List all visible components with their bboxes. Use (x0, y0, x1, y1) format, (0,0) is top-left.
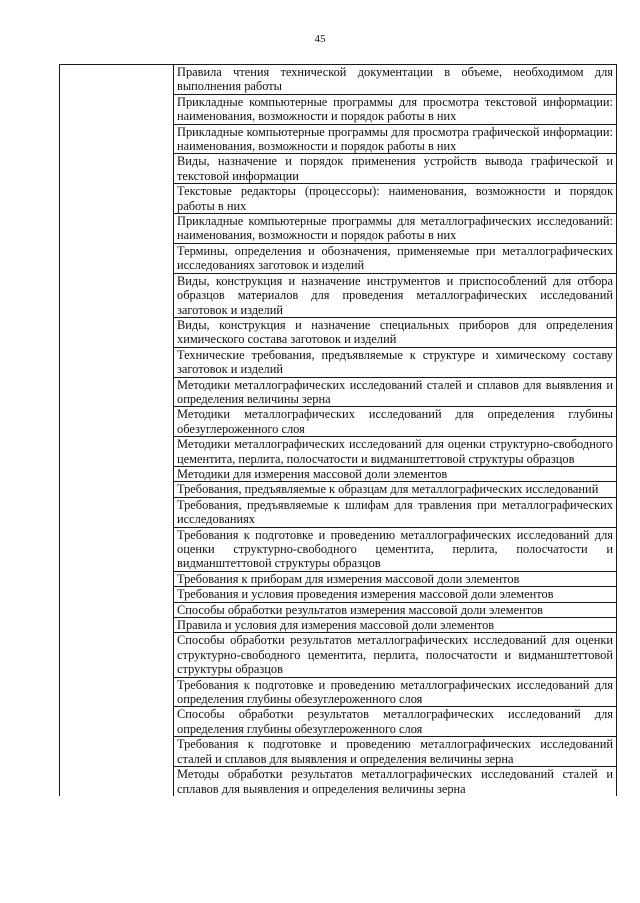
knowledge-item-cell: Прикладные компьютерные программы для металлографических исследований: наименования, возможности и порядок работы в них (174, 214, 617, 244)
knowledge-item-cell: Требования к приборам для измерения массовой доли элементов (174, 571, 617, 586)
empty-left-column-cell (60, 65, 174, 796)
knowledge-item-cell: Прикладные компьютерные программы для просмотра текстовой информации: наименования, возможности и порядок работы в них (174, 94, 617, 124)
knowledge-item-cell: Способы обработки результатов металлографических исследований для оценки структурно-свободного цементита, перлита, полосчатости и видманштеттовой структуры образцов (174, 633, 617, 677)
knowledge-item-cell: Прикладные компьютерные программы для просмотра графической информации: наименования, возможности и порядок работы в них (174, 124, 617, 154)
knowledge-item-cell: Термины, определения и обозначения, применяемые при металлографических исследованиях заготовок и изделий (174, 243, 617, 273)
knowledge-item-cell: Виды, конструкция и назначение инструментов и приспособлений для отбора образцов материалов для проведения металлографических исследований заготовок и изделий (174, 273, 617, 317)
knowledge-item-cell: Требования к подготовке и проведению металлографических исследований для определения глубины обезуглероженного слоя (174, 677, 617, 707)
knowledge-item-cell: Требования и условия проведения измерения массовой доли элементов (174, 587, 617, 602)
knowledge-item-cell: Методики металлографических исследований сталей и сплавов для выявления и определения величины зерна (174, 377, 617, 407)
knowledge-item-cell: Текстовые редакторы (процессоры): наименования, возможности и порядок работы в них (174, 184, 617, 214)
knowledge-item-cell: Требования, предъявляемые к образцам для металлографических исследований (174, 482, 617, 497)
knowledge-item-cell: Правила чтения технической документации в объеме, необходимом для выполнения работы (174, 65, 617, 95)
knowledge-item-cell: Методики для измерения массовой доли элементов (174, 466, 617, 481)
knowledge-item-cell: Технические требования, предъявляемые к структуре и химическому составу заготовок и изделий (174, 347, 617, 377)
knowledge-item-cell: Способы обработки результатов металлографических исследований для определения глубины обезуглероженного слоя (174, 707, 617, 737)
knowledge-table (59, 64, 617, 796)
knowledge-item-cell: Требования к подготовке и проведению металлографических исследований для оценки структурно-свободного цементита, перлита, полосчатости и видманштеттовой структуры образцов (174, 527, 617, 571)
knowledge-table-body (60, 65, 617, 796)
knowledge-item-cell: Способы обработки результатов измерения массовой доли элементов (174, 602, 617, 617)
knowledge-item-cell: Правила и условия для измерения массовой доли элементов (174, 618, 617, 633)
knowledge-item-cell: Методики металлографических исследований для определения глубины обезуглероженного слоя (174, 407, 617, 437)
knowledge-item-cell: Требования к подготовке и проведению металлографических исследований сталей и сплавов для выявления и определения величины зерна (174, 737, 617, 767)
knowledge-item-cell: Виды, конструкция и назначение специальных приборов для определения химического состава заготовок и изделий (174, 317, 617, 347)
knowledge-item-cell: Методики металлографических исследований для оценки структурно-свободного цементита, перлита, полосчатости и видманштеттовой структуры образцов (174, 437, 617, 467)
knowledge-item-cell: Методы обработки результатов металлографических исследований сталей и сплавов для выявления и определения величины зерна (174, 767, 617, 796)
page-number: 45 (314, 33, 326, 45)
table-row (60, 65, 617, 95)
knowledge-item-cell: Виды, назначение и порядок применения устройств вывода графической и текстовой информации (174, 154, 617, 184)
knowledge-item-cell: Требования, предъявляемые к шлифам для травления при металлографических исследованиях (174, 497, 617, 527)
